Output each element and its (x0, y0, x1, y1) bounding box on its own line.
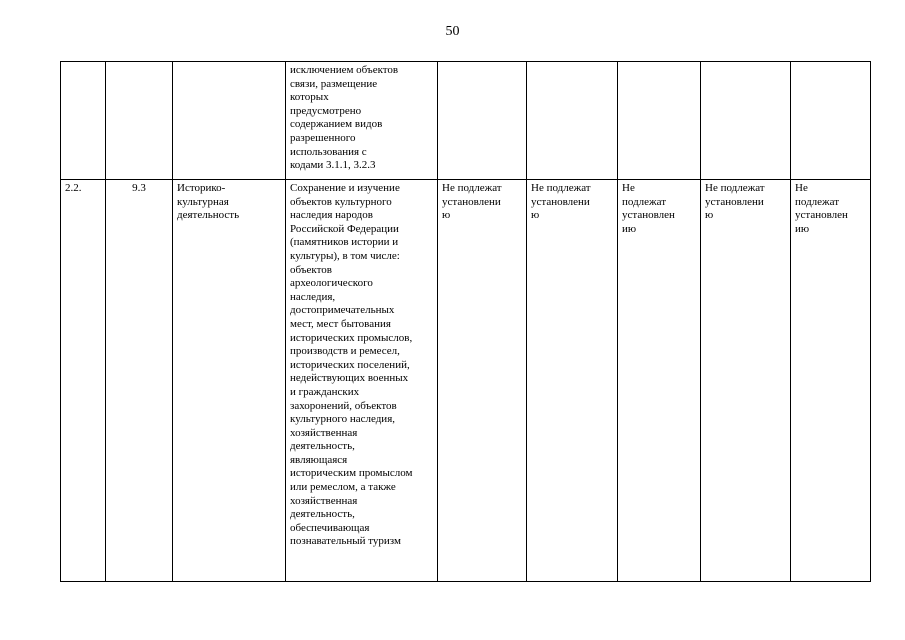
cell-text-line: связи, размещение (290, 77, 378, 90)
cell-text-line: культурного наследия, (290, 413, 395, 426)
cell-text-line: Не (795, 182, 808, 194)
cell-text-line: объектов культурного (290, 195, 392, 208)
cell-text-line: деятельность, (290, 440, 355, 453)
table-row-2-2 (61, 180, 871, 582)
cell-text-line: исторических промыслов, (290, 331, 413, 344)
cell-text-line: культуры), в том числе: (290, 249, 400, 262)
cell-param-2 (527, 180, 618, 582)
cell-description (286, 180, 438, 582)
cell-text-line: установлен (795, 209, 848, 222)
cell-text-line: подлежат (622, 195, 667, 208)
cell-text-line: установлени (705, 195, 764, 208)
cell-text-line: исключением объектов (290, 64, 399, 76)
cell-text-line: историческим промыслом (290, 467, 413, 480)
cell-text-line: достопримечательных (290, 304, 395, 317)
cell-num: 2.2. (61, 180, 106, 582)
cell-text-line: установлени (442, 195, 501, 208)
cell-text-line: подлежат (795, 195, 840, 208)
cell-name (173, 180, 286, 582)
cell-param-5 (791, 62, 871, 180)
cell-text-line: установлен (622, 209, 675, 222)
cell-text-line: ю (442, 209, 451, 222)
cell-text-line: использования с (290, 145, 367, 158)
cell-description (286, 62, 438, 180)
cell-text-line: установлени (531, 195, 590, 208)
cell-param-4 (701, 180, 791, 582)
cell-text-line: ию (622, 222, 637, 235)
cell-text-line: Историко- (177, 182, 226, 194)
cell-text-line: наследия народов (290, 209, 373, 222)
cell-param-1 (438, 62, 527, 180)
cell-text-line: Не подлежат (442, 182, 502, 194)
cell-param-1 (438, 180, 527, 582)
cell-text-line: предусмотрено (290, 104, 362, 117)
cell-text-line: недействующих военных (290, 372, 409, 385)
cell-text-line: которых (290, 91, 329, 104)
cell-param-3 (618, 180, 701, 582)
cell-text-line: обеспечивающая (290, 521, 370, 534)
cell-param-3 (618, 62, 701, 180)
cell-text-line: деятельность (177, 209, 240, 222)
cell-text-line: захоронений, объектов (290, 399, 397, 412)
cell-text-line: являющаяся (290, 453, 348, 466)
cell-text-line: исторических поселений, (290, 358, 410, 371)
cell-text-line: Не подлежат (705, 182, 765, 194)
cell-text-line: археологического (290, 277, 373, 290)
cell-text-line: объектов (290, 263, 332, 276)
cell-text-line: мест, мест бытования (290, 317, 391, 330)
cell-code: 9.3 (106, 180, 173, 582)
cell-text-line: производств и ремесел, (290, 345, 400, 358)
cell-text-line: хозяйственная (290, 426, 358, 439)
cell-text-line: разрешенного (290, 131, 356, 144)
cell-text-line: познавательный туризм (290, 535, 401, 548)
cell-name (173, 62, 286, 180)
cell-text-line: Не подлежат (531, 182, 591, 194)
cell-num (61, 62, 106, 180)
page-number: 50 (445, 24, 460, 39)
cell-text-line: ию (795, 222, 810, 235)
cell-text-line: деятельность, (290, 508, 355, 521)
cell-text-line: Российской Федерации (290, 222, 399, 235)
cell-param-5 (791, 180, 871, 582)
land-use-table (60, 61, 871, 582)
cell-text-line: культурная (177, 195, 229, 208)
cell-text-line: кодами 3.1.1, 3.2.3 (290, 159, 376, 172)
cell-text-line: и гражданских (290, 385, 360, 398)
cell-text-line: содержанием видов (290, 118, 383, 131)
cell-code (106, 62, 173, 180)
cell-param-2 (527, 62, 618, 180)
table-row-continuation (61, 62, 871, 180)
cell-text-line: ю (531, 209, 540, 222)
cell-param-4 (701, 62, 791, 180)
cell-text-line: Сохранение и изучение (290, 182, 400, 194)
cell-text-line: ю (705, 209, 714, 222)
cell-text-line: (памятников истории и (290, 236, 399, 249)
cell-text-line: хозяйственная (290, 494, 358, 507)
cell-text-line: Не (622, 182, 635, 194)
cell-text-line: или ремеслом, а также (290, 481, 396, 494)
cell-text-line: наследия, (290, 290, 336, 303)
